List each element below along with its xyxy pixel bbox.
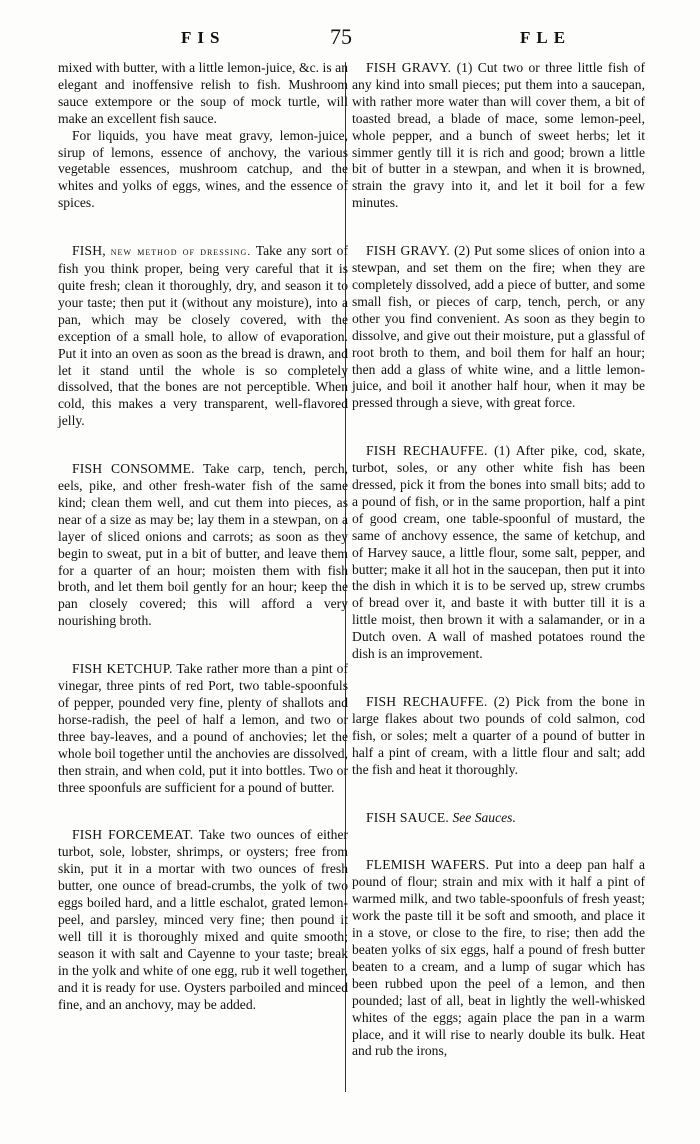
entry-heading: FISH GRAVY.: [366, 60, 452, 75]
entry-fish-new-method: [58, 243, 348, 430]
entry-heading: FISH FORCEMEAT.: [72, 827, 194, 843]
entry-body: Pick from the bone in large flakes about two pounds of cold salmon, cod fish, or soles; melt a quarter of a pound of butter in half a pint of cream, with a little flour and salt; add the fish and heat it thoroughly.: [352, 694, 645, 777]
entry-flemish-wafers: [352, 857, 645, 1060]
entry-fish-forcemeat: [58, 827, 348, 1013]
right-column: [352, 60, 645, 1060]
header-guide-word-right: FLE: [520, 28, 572, 47]
entry-number: (1): [494, 443, 510, 459]
entry-body: Take any sort of fish you think proper, being very careful that it is quite fresh; clean it thoroughly, dry, and season it to your taste; then put it (without any moisture), into a pan, which may be closely covered, with the exception of a small hole, to allow of evaporation. Put it into an oven as soon as the bread is drawn, and let it stand until the whole is so completely dissolved, that the bones are not perceptible. When cold, this makes a very transparent, well-flavored jelly.: [58, 243, 348, 429]
entry-body: Cut two or three little fish of any kind into small pieces; put them into a saucepan, with rather more water than will cover them, a bit of toasted bread, a blade of mace, some lemon-peel, whole pepper, and a bunch of sweet herbs; let it simmer gently till it is rich and good; brown a little bit of butter in a stewpan, and when it is browned, strain the gravy into it, and let it boil for a few minutes.: [352, 60, 645, 211]
entry-body: Take carp, tench, perch, eels, pike, and other fresh-water fish of the same kind; clean them well, and cut them into pieces, as near of a size as may be; lay them in a stewpan, on a layer of sliced onions and carrots; as soon as they begin to sweat, put in a bit of butter, and leave them for a quarter of an hour; moisten them with fish broth, and let them boil gently for an hour; keep the pan closely covered; this will afford a very nourishing broth.: [58, 461, 349, 629]
left-column: [58, 60, 348, 1013]
entry-fish-sauce: [352, 810, 645, 827]
page-number: 75: [330, 24, 352, 49]
entry-fish-gravy-2: [352, 243, 645, 412]
entry-number: (2): [454, 243, 470, 259]
entry-heading: FISH RECHAUFFE.: [366, 694, 488, 709]
entry-heading: FISH GRAVY.: [366, 243, 450, 259]
entry-body: Take two ounces of either turbot, sole, lobster, shrimps, or oysters; free from skin, put it in a mortar with two ounces of fresh butter, one ounce of bread-crumbs, the yolk of two eggs boiled hard, and a little eschalot, grated lemon-peel, and parsley, minced very fine; then pound it well till it is thoroughly mixed and quite smooth; season it with salt and Cayenne to your taste; break in the yolk and white of one egg, rub it well together, and it is ready for use. Oysters parboiled and minced fine, and an anchovy, may be added.: [58, 827, 348, 1012]
entry-number: (1): [456, 60, 473, 75]
entry-fish-rechauffe-2: [352, 694, 645, 779]
entry-subheading: new method of dressing.: [110, 246, 252, 259]
entry-fish-gravy-1: [352, 60, 645, 212]
entry-fish-rechauffe-1: [352, 443, 645, 663]
page-header: [0, 24, 700, 58]
entry-fish-ketchup: [58, 661, 348, 796]
entry-body: Put into a deep pan half a pound of flour; strain and mix with it half a pint of warmed milk, and two table-spoonfuls of fresh yeast; work the paste till it be soft and smooth, and place it in a stove, or close to the fire, to rise; then add the beaten yolks of six eggs, half a pound of fresh butter beaten to a cream, and a lump of sugar which has been rubbed upon the peel of a lemon, and then pounded; last of all, beat in lightly the well-whisked whites of the eggs; again place the pan in a warm place, and it will rise to nearly double its bulk. Heat and rub the irons,: [352, 857, 646, 1059]
entry-continuation-paragraph: For liquids, you have meat gravy, lemon-juice, sirup of lemons, essence of anchovy, the various vegetable essences, mushroom catchup, and the whites and yolks of eggs, wines, and the essence of spices.: [58, 127, 348, 211]
entry-fish-consomme: [58, 461, 348, 630]
entry-body: Take rather more than a pint of vinegar, three pints of red Port, two table-spoonfuls of pepper, pounded very fine, plenty of shallots and horse-radish, the peel of half a lemon, and two or three bay-leaves, and a pound of anchovies; let the whole boil together until the anchovies are dissolved, then strain, and when cold, put it into bottles. Two or three spoonfuls are sufficient for a pound of butter.: [58, 661, 348, 795]
entry-body: After pike, cod, skate, turbot, soles, or any other white fish has been dressed, pick it from the bones into small bits; add to a pound of fish, or in the same proportion, half a pint of good cream, one table-spoonful of mustard, the same of anchovy essence, the same of ketchup, and of Harvey sauce, a little flour, some salt, pepper, and butter; make it all hot in the saucepan, then put it into the dish in which it is to be served up, strew crumbs of bread over it, and baste it with butter till it is a little moist, then brown it with a salamander, or in a Dutch oven. A wall of mashed potatoes round the dish is an improvement.: [352, 443, 645, 662]
entry-heading: FISH SAUCE.: [366, 809, 450, 825]
entry-number: (2): [493, 694, 510, 709]
entry-heading: FISH CONSOMME.: [72, 461, 195, 477]
entry-heading: FISH,: [72, 243, 106, 259]
entry-body: Put some slices of onion into a stewpan, and set them on the fire; when they are completely dissolved, add a piece of butter, and some small fish, or pieces of carp, tench, perch, or any other you find convenient. As soon as they begin to dissolve, and give out their moisture, put a glassful of root broth to them, and boil them for half an hour; then add a glass of white wine, and a little lemon-juice, and boil it another half hour, when it may be pressed through a sieve, with great force.: [352, 243, 646, 411]
cross-reference: See Sauces.: [452, 809, 516, 825]
header-guide-word-left: FIS: [181, 28, 226, 47]
entry-heading: FLEMISH WAFERS.: [366, 857, 490, 873]
entry-continuation: mixed with butter, with a little lemon-juice, &c. is an elegant and inoffensive relish to fish. Mushroom sauce extempore or the soup of mock turtle, will make an excellent fish sauce.: [58, 60, 348, 126]
entry-heading: FISH KETCHUP.: [72, 661, 173, 677]
entry-heading: FISH RECHAUFFE.: [366, 443, 488, 459]
